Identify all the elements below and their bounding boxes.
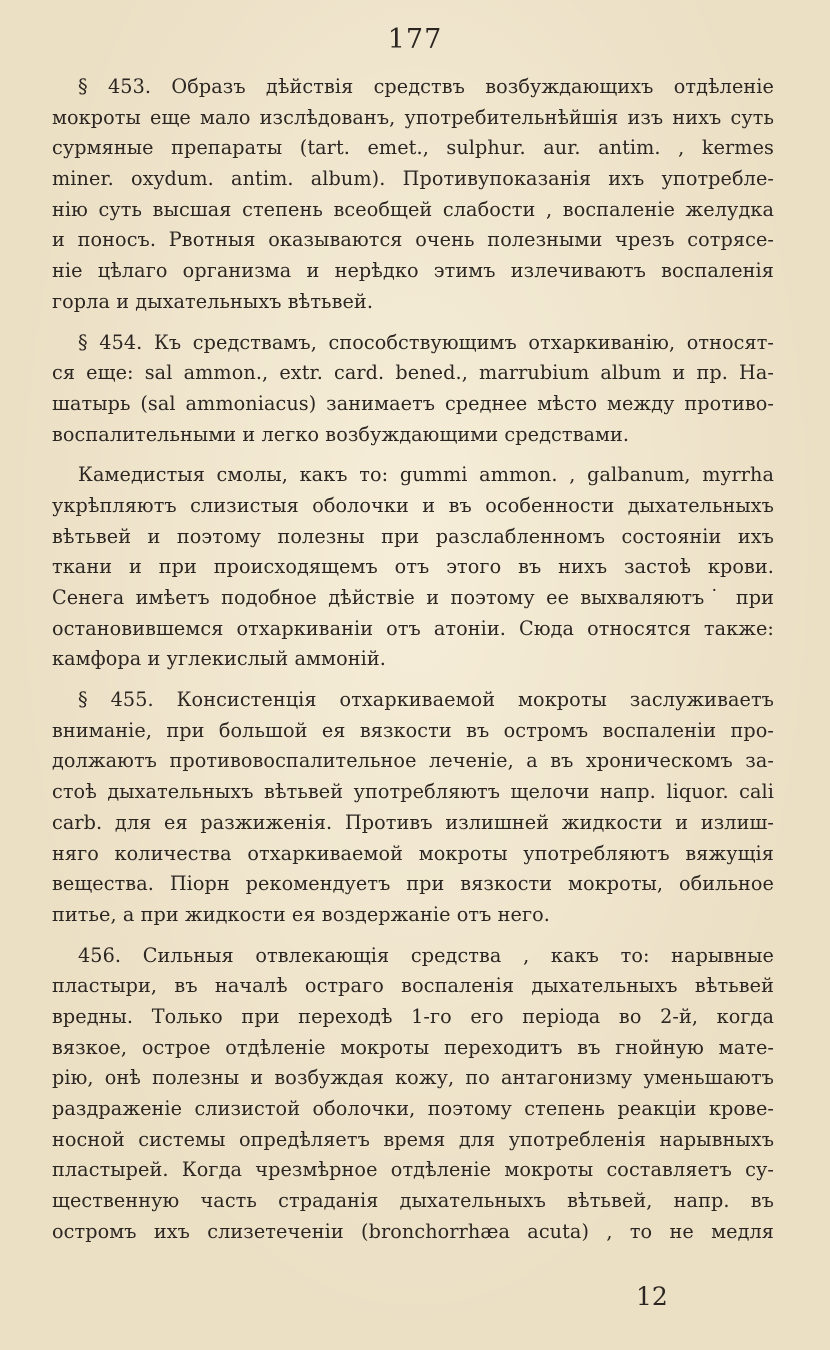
page-number: 177	[387, 24, 443, 55]
body-text	[52, 72, 774, 1247]
text-line: раздраженіе слизистой оболочки, поэтому степень реакціи крове-	[52, 1097, 774, 1120]
text-line: ся еще: sal ammon., extr. card. bened., marrubium album и пр. На-	[52, 361, 774, 385]
text-line: мокроты еще мало изслѣдованъ, употребительнѣйшія изъ нихъ суть	[52, 105, 774, 129]
text-line: няго количества отхаркиваемой мокроты употребляютъ вяжущія	[52, 841, 774, 865]
text-line: рію, онѣ полезны и возбуждая кожу, по антагонизму уменьшаютъ	[52, 1066, 774, 1090]
text-line: вниманіе, при большой ея вязкости въ остромъ воспаленіи про-	[52, 718, 774, 742]
text-line: § 454. Къ средствамъ, способствующимъ отхаркиванію, относят-	[78, 330, 774, 354]
text-line: остромъ ихъ слизетеченіи (bronchorrhæa acuta) , то не медля	[52, 1219, 774, 1243]
text-line: 456. Сильныя отвлекающія средства , какъ то: нарывные	[78, 943, 774, 967]
text-line: вещества. Піорн рекомендуетъ при вязкости мокроты, обильное	[52, 872, 774, 896]
text-line: питье, а при жидкости ея воздержаніе отъ него.	[52, 902, 550, 926]
text-line: ніе цѣлаго организма и нерѣдко этимъ излечиваютъ воспаленія	[52, 259, 774, 283]
text-line: и поносъ. Рвотныя оказываются очень полезными чрезъ сотрясе-	[52, 228, 774, 252]
paragraph-455	[52, 685, 774, 931]
text-line: ткани и при происходящемъ отъ этого въ нихъ застоѣ крови.	[52, 555, 774, 579]
text-line: укрѣпляютъ слизистыя оболочки и въ особенности дыхательныхъ	[52, 493, 774, 517]
text-line: воспалительными и легко возбуждающими средствами.	[52, 422, 630, 446]
signature-mark: 12	[636, 1282, 668, 1311]
paragraph-454-resins	[52, 460, 774, 675]
text-line: горла и дыхательныхъ вѣтьвей.	[52, 289, 374, 313]
text-line: щественную часть страданія дыхательныхъ вѣтьвей, напр. въ	[52, 1189, 774, 1213]
paragraph-453	[52, 72, 774, 318]
text-line: носной системы опредѣляетъ время для употребленія нарывныхъ	[52, 1127, 774, 1151]
text-line: пластыри, въ началѣ остраго воспаленія дыхательныхъ вѣтьвей	[52, 974, 774, 998]
text-line: carb. для ея разжиженія. Противъ излишней жидкости и излиш-	[52, 810, 774, 834]
text-line: сурмяные препараты (tart. emet., sulphur. aur. antim. , kermes	[52, 136, 774, 160]
text-line: должаютъ противовоспалительное леченіе, а въ хроническомъ за-	[52, 749, 774, 773]
text-line: остановившемся отхаркиваніи отъ атоніи. Сюда относятся также:	[52, 616, 774, 640]
paragraph-456	[52, 941, 774, 1248]
text-line: шатырь (sal ammoniacus) занимаетъ среднее мѣсто между противо-	[52, 391, 774, 415]
text-line: Камедистыя смолы, какъ то: gummi ammon. , galbanum, myrrha	[78, 463, 774, 487]
text-line: § 455. Консистенція отхаркиваемой мокроты заслуживаетъ	[78, 688, 774, 712]
paragraph-454	[52, 328, 774, 451]
text-line: miner. oxydum. antim. album). Противупоказанія ихъ употребле-	[52, 167, 774, 191]
text-line: вредны. Только при переходѣ 1-го его періода во 2-й, когда	[52, 1004, 774, 1028]
text-line: камфора и углекислый аммоній.	[52, 647, 386, 671]
text-line: стоѣ дыхательныхъ вѣтьвей употребляютъ щелочи напр. liquor. cali	[52, 780, 774, 804]
text-line: § 453. Образъ дѣйствія средствъ возбуждающихъ отдѣленіе	[78, 75, 774, 98]
text-line: нію суть высшая степень всеобщей слабости , воспаленіе желудка	[52, 197, 774, 221]
text-line: пластырей. Когда чрезмѣрное отдѣленіе мокроты составляетъ су-	[52, 1158, 774, 1182]
text-line: вѣтьвей и поэтому полезны при разслабленномъ состояніи ихъ	[52, 524, 774, 548]
text-line: вязкое, острое отдѣленіе мокроты переходитъ въ гнойную мате-	[52, 1035, 774, 1059]
text-line: Сенега имѣетъ подобное дѣйствіе и поэтому ее выхваляютъ˙ при	[52, 586, 774, 609]
